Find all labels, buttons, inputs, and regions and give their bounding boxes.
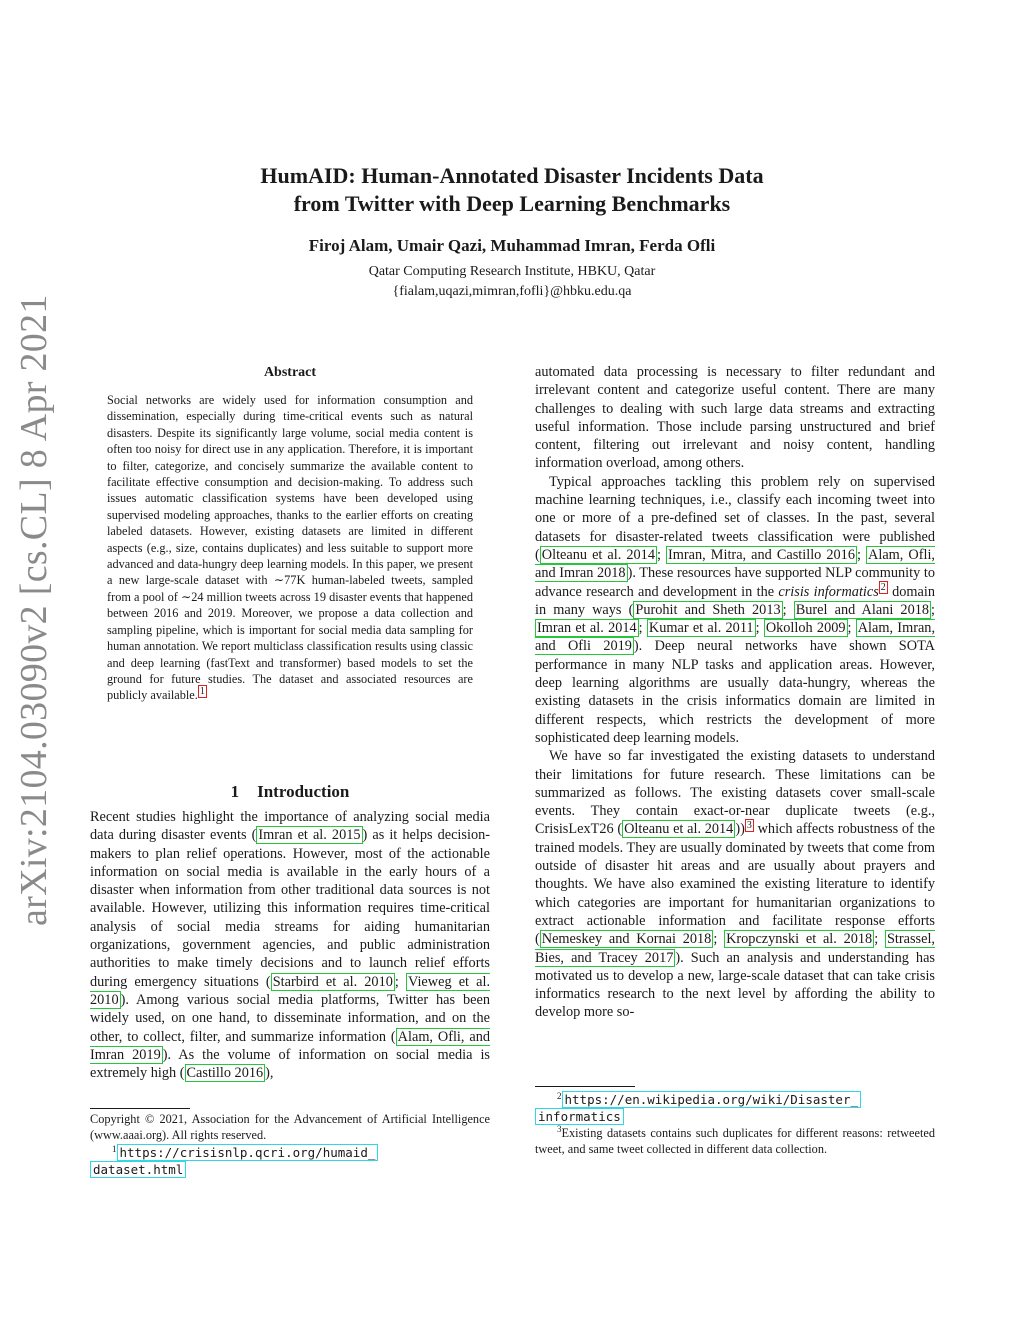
- footnote-rule: [535, 1086, 635, 1087]
- text-run: ;: [782, 601, 794, 618]
- authors: Firoj Alam, Umair Qazi, Muhammad Imran, Ferda Ofli: [308, 236, 716, 255]
- copyright-notice: Copyright © 2021, Association for the Advancement of Artificial Intelligence (www.aaai.org). All rights reserved.: [90, 1112, 490, 1142]
- citation-link[interactable]: Alam, Ofli, and Imran 2018: [535, 546, 936, 582]
- footnote-3: [535, 1123, 935, 1157]
- wikipedia-url-link[interactable]: https://en.wikipedia.org/wiki/Disaster_: [562, 1091, 862, 1108]
- abstract-heading: Abstract: [263, 365, 317, 380]
- right-column: [535, 363, 935, 1022]
- text-run: ;: [638, 620, 647, 637]
- paragraph: [535, 747, 935, 1021]
- citation-link[interactable]: Vieweg et al. 2010: [90, 973, 491, 1008]
- citation-link[interactable]: Strassel, Bies, and Tracey 2017: [535, 931, 935, 966]
- footnote-mark: 2: [557, 1090, 562, 1101]
- citation-link[interactable]: Castillo 2016: [186, 1065, 264, 1082]
- right-footnotes: [535, 1092, 935, 1157]
- citation-link[interactable]: Starbird et al. 2010: [272, 973, 393, 990]
- footnote-link-3[interactable]: 3: [746, 819, 752, 831]
- dataset-url-link[interactable]: https://crisisnlp.qcri.org/humaid_: [117, 1144, 379, 1161]
- text-run: domain in many ways (: [535, 583, 935, 618]
- text-run: ;: [856, 546, 867, 563]
- footnote-rule: [90, 1108, 190, 1109]
- text-run: ;: [656, 546, 667, 563]
- text-run: Typical approaches tackling this problem rely on supervised machine learning techniques, i.e., classify each incoming tweet into one or more of a pre-defined set of classes. In the past, several datasets for disaster-related tweets classification were published (: [535, 473, 935, 563]
- intro-paragraph: [90, 808, 490, 1082]
- footnote-text: Existing datasets contains such duplicates for different reasons: retweeted tweet, and same tweet collected in different data collection.: [535, 1126, 935, 1156]
- paragraph: [535, 473, 935, 747]
- wikipedia-url-link-continued[interactable]: informatics: [535, 1108, 624, 1125]
- citation-link[interactable]: Okolloh 2009: [765, 620, 846, 637]
- text-run: Recent studies highlight the importance of analyzing social media data during disaster events (: [90, 809, 490, 844]
- citation-link[interactable]: Alam, Imran, and Ofli 2019: [535, 620, 936, 655]
- citation-link[interactable]: Imran, Mitra, and Castillo 2016: [668, 546, 855, 563]
- text-run: ). Among various social media platforms, Twitter has been widely used, on one hand, to disseminate information, and on the other, to collect, filter, and summarize information (: [90, 991, 490, 1045]
- section-number: 1: [230, 782, 240, 801]
- text-run: ;: [931, 601, 936, 618]
- text-run: ;: [847, 620, 856, 637]
- text-run: which affects robustness of the trained models. They are usually dominated by tweets that come from outside of disaster hit areas and are usually about prayers and thoughts. We have also examined the existing literature to identify which categories are important for humanitarian organizations to extract actionable information and facilitate response efforts (: [535, 821, 935, 948]
- footnote-1: [90, 1145, 490, 1178]
- footnote-link-1[interactable]: 1: [199, 686, 205, 698]
- footnote-mark: 3: [557, 1123, 562, 1134]
- author-emails: {fialam,uqazi,mimran,fofli}@hbku.edu.qa: [392, 284, 632, 299]
- arxiv-identifier: arXiv:2104.03090v2 [cs.CL] 8 Apr 2021: [13, 294, 55, 926]
- paragraph: automated data processing is necessary to filter redundant and irrelevant content and categorize useful content. There are many challenges to dealing with such large data streams and extracting useful information. Those include parsing unstructured and brief content, filtering out irrelevant and noisy content, handling information overload, among others.: [535, 364, 935, 472]
- citation-link[interactable]: Olteanu et al. 2014: [541, 546, 655, 563]
- affiliation: Qatar Computing Research Institute, HBKU, Qatar: [368, 264, 656, 279]
- citation-link[interactable]: Purohit and Sheth 2013: [635, 601, 781, 618]
- footnote-2: [535, 1092, 935, 1125]
- citation-link[interactable]: Nemeskey and Kornai 2018: [541, 931, 712, 948]
- left-footnotes: [90, 1112, 490, 1178]
- citation-link[interactable]: Imran et al. 2015: [258, 827, 361, 844]
- text-run: ;: [755, 620, 764, 637]
- text-run: ;: [394, 973, 406, 990]
- paper-title: [0, 162, 1024, 218]
- section-heading-introduction: [90, 782, 490, 802]
- citation-link[interactable]: Olteanu et al. 2014: [624, 821, 734, 838]
- citation-link[interactable]: Imran et al. 2014: [537, 620, 637, 637]
- text-run: ). Deep neural networks have shown SOTA performance in many NLP tasks and application areas. However, deep learning algorithms are usually data-hungry, whereas the existing datasets in the crisis informatics domain are limited in different respects, which restricts the development of more sophisticated deep learning models.: [535, 638, 935, 746]
- emphasis: crisis informatics: [778, 583, 879, 600]
- footnote-link-2[interactable]: 2: [880, 581, 886, 593]
- text-run: ;: [713, 931, 725, 948]
- text-run: ). Such an analysis and understanding has motivated us to develop a new, large-scale dataset that can take crisis informatics research to the next level by affording the ability to develop more so-: [535, 949, 935, 1021]
- text-run: ;: [874, 931, 885, 948]
- text-run: ). As the volume of information on social media is extremely high (: [90, 1046, 490, 1082]
- affiliation-block: [0, 262, 1024, 302]
- citation-link[interactable]: Kropczynski et al. 2018: [726, 931, 873, 948]
- citation-link[interactable]: Burel and Alani 2018: [795, 601, 930, 618]
- text-run: ),: [265, 1065, 274, 1082]
- text-run: ). These resources have supported NLP community to advance research and development in the: [535, 565, 935, 600]
- citation-link[interactable]: Kumar et al. 2011: [648, 620, 754, 637]
- section-title: Introduction: [257, 782, 350, 801]
- abstract-text: Social networks are widely used for information consumption and dissemination, especially during time-critical events such as natural disasters. Despite its significantly large volume, social media content is often too noisy for direct use in any application. Therefore, it is important to filter, categorize, and concisely summarize the available content to facilitate effective consumption and decision-making. To address such issues automatic classification systems have been developed using supervised modeling approaches, thanks to the earlier efforts on creating labeled datasets. However, existing datasets are limited in different aspects (e.g., size, contains duplicates) and less suitable to support more advanced and data-hungry deep learning models. In this paper, we present a new large-scale dataset with ∼77K human-labeled tweets, sampled from a pool of ∼24 million tweets across 19 disaster events that happened between 2016 and 2019. Moreover, we propose a data collection and sampling pipeline, which is important for social media data sampling for human annotation. We report multiclass classification results using classic and deep learning (fastText and transformer) based models to set the ground for future studies. The dataset and associated resources are publicly available.: [107, 393, 473, 703]
- title-line-2: from Twitter with Deep Learning Benchmarks: [293, 191, 731, 216]
- text-run: )): [735, 821, 745, 838]
- dataset-url-link-continued[interactable]: dataset.html: [90, 1161, 186, 1178]
- text-run: We have so far investigated the existing datasets to understand their limitations for future research. These limitations can be summarized as follows. The existing datasets cover small-scale events. They contain exact-or-near duplicate tweets (e.g., CrisisLexT26 (: [535, 748, 935, 838]
- citation-link[interactable]: Alam, Ofli, and Imran 2019: [90, 1028, 490, 1063]
- text-run: ) as it helps decision-makers to plan relief operations. However, most of the actionable information on social media is available in the early hours of a disaster when information from other traditional data sources is not available. However, utilizing this information requires time-critical analysis of social media streams for aiding humanitarian organizations, government agencies, and public administration authorities to make timely decisions and to launch relief efforts during emergency situations (: [90, 827, 490, 990]
- abstract-body: [107, 392, 473, 704]
- footnote-mark: 1: [112, 1143, 117, 1154]
- title-line-1: HumAID: Human-Annotated Disaster Incidents Data: [260, 163, 764, 188]
